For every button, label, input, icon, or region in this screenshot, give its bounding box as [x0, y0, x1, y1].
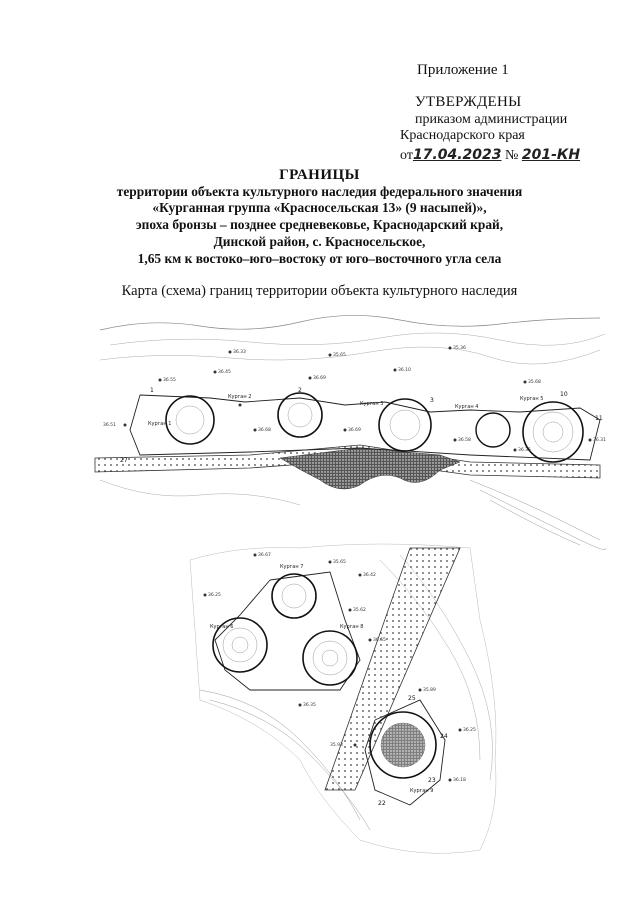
svg-text:36.58: 36.58 [458, 438, 471, 443]
svg-text:36.25: 36.25 [463, 728, 476, 733]
point-number: 1 [150, 387, 154, 394]
svg-text:36.51: 36.51 [103, 423, 116, 428]
mound-label: Курган 2 [228, 394, 252, 400]
point-number: 27 [120, 457, 128, 464]
svg-text:36.55: 36.55 [163, 378, 176, 383]
title-line-5: 1,65 км к востоко–юго–востоку от юго–восточного угла села [137, 251, 502, 266]
approved-label: УТВЕРЖДЕНЫ [415, 94, 522, 110]
mound-label: Курган 1 [148, 421, 172, 427]
title-line-4: Динской район, с. Красносельское, [213, 234, 426, 249]
title-line-2: «Курганная группа «Красносельская 13» (9 насыпей)», [152, 200, 487, 215]
svg-text:35.93: 35.93 [330, 743, 343, 748]
point-number: 3 [430, 397, 434, 404]
date-prefix: от [400, 148, 413, 163]
svg-text:36.33: 36.33 [233, 350, 246, 355]
handwritten-date: 17.04.2023 [412, 147, 502, 163]
order-line-1: приказом администрации [415, 112, 568, 127]
svg-text:36.10: 36.10 [398, 368, 411, 373]
svg-text:36.35: 36.35 [518, 448, 531, 453]
order-line-2: Краснодарского края [400, 128, 525, 143]
svg-text:35.65: 35.65 [333, 560, 346, 565]
appendix-label: Приложение 1 [417, 62, 509, 78]
svg-text:36.35: 36.35 [303, 703, 316, 708]
svg-text:36.67: 36.67 [258, 553, 271, 558]
svg-text:36.18: 36.18 [453, 778, 466, 783]
mound-label: Курган 7 [280, 564, 304, 570]
point-number: 25 [408, 695, 416, 702]
lower-map-fragment [190, 544, 496, 853]
svg-text:35.65: 35.65 [333, 353, 346, 358]
svg-text:36.25: 36.25 [208, 593, 221, 598]
svg-text:36.69: 36.69 [348, 428, 361, 433]
point-number: 2 [298, 387, 302, 394]
handwritten-number: 201-КН [521, 147, 581, 163]
svg-text:35.36: 35.36 [453, 346, 466, 351]
svg-text:36.65: 36.65 [373, 638, 386, 643]
title-line-1: территории объекта культурного наследия федерального значения [116, 184, 523, 199]
svg-text:35.68: 35.68 [528, 380, 541, 385]
mound-label: Курган 6 [210, 624, 234, 630]
point-number: 24 [440, 733, 448, 740]
svg-text:36.68: 36.68 [258, 428, 271, 433]
point-number: 23 [428, 777, 436, 784]
mound-label: Курган 4 [455, 404, 479, 410]
svg-text:36.42: 36.42 [363, 573, 376, 578]
map-caption: Карта (схема) границ территории объекта культурного наследия [121, 283, 518, 299]
title-line-3: эпоха бронзы – позднее средневековье, Краснодарский край, [135, 217, 504, 232]
mound-label: Курган 9 [410, 788, 434, 794]
mound-label: Курган 3 [360, 401, 384, 407]
upper-map-fragment [95, 315, 606, 549]
svg-text:35.89: 35.89 [423, 688, 436, 693]
number-label: № [505, 148, 519, 163]
mound-label: Курган 5 [520, 396, 544, 402]
point-number: 22 [378, 800, 386, 807]
point-number: 10 [560, 391, 568, 398]
svg-text:35.62: 35.62 [353, 608, 366, 613]
svg-text:36.31: 36.31 [593, 438, 606, 443]
point-number: 11 [595, 415, 603, 422]
svg-text:36.69: 36.69 [313, 376, 326, 381]
svg-text:36.45: 36.45 [218, 370, 231, 375]
document-heading: ГРАНИЦЫ [279, 167, 360, 183]
mound-label: Курган 8 [340, 624, 364, 630]
